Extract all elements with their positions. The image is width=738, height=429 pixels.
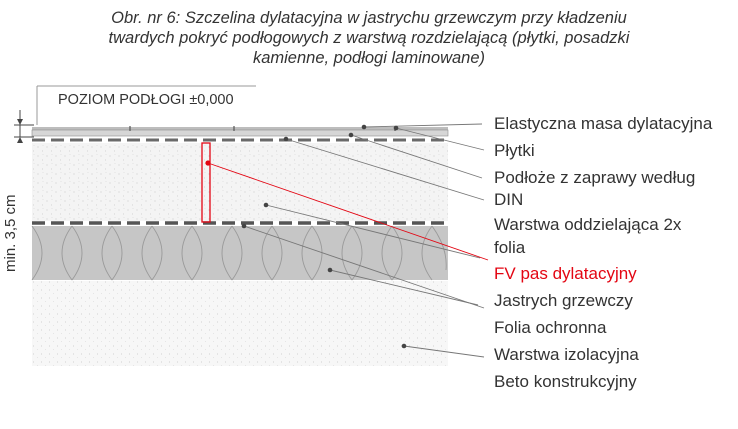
label-fv-expansion-strip: FV pas dylatacyjny: [494, 264, 637, 283]
caption-line-1: Obr. nr 6: Szczelina dylatacyjna w jastrychu grzewczym przy kładzeniu: [111, 9, 627, 27]
label-foil: folia: [494, 238, 526, 257]
fv-leader-dot: [205, 160, 210, 165]
label-insulation: Warstwa izolacyjna: [494, 345, 639, 364]
caption-line-2: twardych pokryć podłogowych z warstwą rozdzielającą (płytki, posadzki: [108, 29, 630, 47]
label-protective-foil: Folia ochronna: [494, 318, 607, 337]
insulation-layer: [32, 226, 448, 280]
tiles-layer: [32, 130, 448, 136]
label-elastic-mass: Elastyczna masa dylatacyjna: [494, 114, 713, 133]
label-concrete: Beto konstrukcyjny: [494, 372, 637, 391]
concrete-slab-layer: [32, 281, 448, 366]
label-separating-layer: Warstwa oddzielająca 2x: [494, 215, 682, 234]
label-tiles: Płytki: [494, 141, 535, 160]
label-heated-screed: Jastrych grzewczy: [494, 291, 633, 310]
floor-level-label: POZIOM PODŁOGI ±0,000: [58, 92, 234, 108]
caption-line-3: kamienne, podłogi laminowane): [252, 49, 486, 67]
elastic-mass-layer: [32, 127, 448, 130]
label-mortar-bed: Podłoże z zaprawy według: [494, 168, 696, 187]
label-din: DIN: [494, 190, 524, 209]
min-thickness-label: min. 3,5 cm: [2, 194, 19, 272]
dimension-line: [14, 110, 34, 143]
heated-screed-layer: [32, 143, 448, 221]
